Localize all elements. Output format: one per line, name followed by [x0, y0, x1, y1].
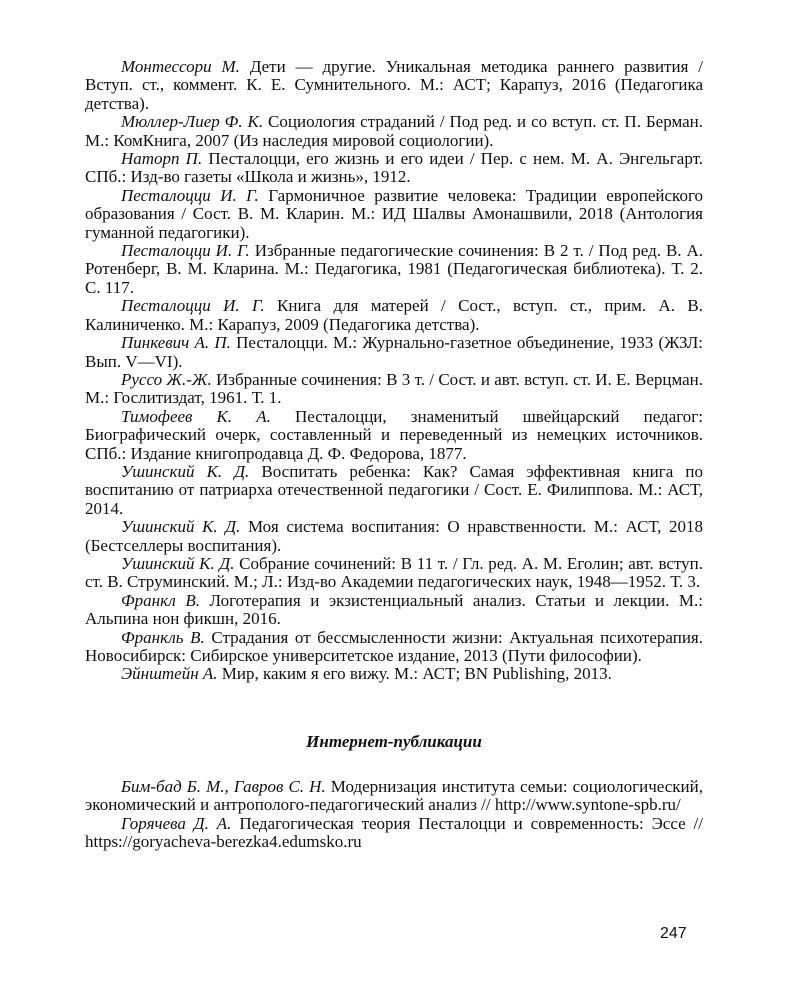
reference-text: Песталоцци, его жизнь и его идеи / Пер. с нем. М. А. Энгельгарт. СПб.: Изд-во газеты «Школа и жизнь», 1912.: [85, 149, 703, 187]
reference-entry: [85, 58, 703, 113]
reference-text: Социология страданий / Под ред. и со вступ. ст. П. Берман. М.: КомКнига, 2007 (Из наследия мировой социологии).: [85, 112, 703, 150]
reference-author: Руссо Ж.-Ж.: [121, 369, 212, 389]
reference-entry: [85, 150, 703, 187]
reference-text: Дети — другие. Уникальная методика раннего развития / Вступ. ст., коммент. К. Е. Сумнительного. М.: АСТ; Карапуз, 2016 (Педагогика детства).: [85, 57, 704, 113]
reference-text: Собрание сочинений: В 11 т. / Гл. ред. А. М. Еголин; авт. вступ. ст. В. Струминский. М.; Л.: Изд-во Академии педагогических наук, 1948—1952. Т. 3.: [85, 553, 703, 592]
reference-text: Педагогическая теория Песталоцци и современность: Эссе // https://goryacheva-berezka4.edumsko.ru: [85, 813, 703, 852]
reference-entry: [85, 592, 703, 629]
reference-entry: [85, 555, 703, 592]
reference-text: Песталоцци, знаменитый швейцарский педагог: Биографический очерк, составленный и переведенный из немецких источников. СПб.: Издание книгопродавца Д. Ф. Федорова, 1877.: [85, 406, 703, 463]
reference-text: Книга для матерей / Сост., вступ. ст., прим. А. В. Калиниченко. М.: Карапуз, 2009 (Педагогика детства).: [85, 296, 704, 334]
reference-entry: [85, 334, 703, 371]
reference-text: Воспитать ребенка: Как? Самая эффективная книга по воспитанию от патриарха отечественной педагогики / Сост. Е. Филиппова. М.: АСТ, 2014.: [85, 461, 703, 518]
reference-entry: [85, 113, 703, 150]
reference-author: Горячева Д. А.: [121, 813, 232, 833]
section-heading: Интернет-публикации: [306, 731, 482, 751]
reference-author: Эйнштейн А.: [121, 664, 218, 684]
reference-text: Избранные педагогические сочинения: В 2 т. / Под ред. В. А. Ротенберг, В. М. Кларина. М.: Педагогика, 1981 (Педагогическая библиотека). Т. 2. С. 117.: [85, 241, 704, 297]
reference-text: Песталоцци. М.: Журнально-газетное объединение, 1933 (ЖЗЛ: Вып. V—VI).: [85, 333, 703, 371]
page-number: 247: [660, 925, 687, 942]
reference-author: Песталоцци И. Г.: [121, 296, 265, 316]
reference-entry: [85, 778, 703, 815]
reference-entry: [85, 187, 703, 242]
reference-author: Монтессори М.: [121, 57, 240, 76]
reference-author: Ушинский К. Д.: [121, 517, 241, 537]
reference-author: Пинкевич А. П.: [121, 333, 231, 353]
reference-author: Ушинский К. Д.: [121, 461, 250, 481]
page-body: [85, 58, 703, 851]
reference-entry: [85, 371, 703, 408]
reference-entry: [85, 463, 703, 518]
reference-author: Ушинский К. Д.: [121, 553, 235, 573]
reference-entry: [85, 242, 703, 297]
reference-entry: [85, 408, 703, 463]
reference-author: Песталоцци И. Г.: [121, 185, 259, 205]
reference-entry: [85, 629, 703, 666]
reference-author: Песталоцци И. Г.: [121, 241, 250, 261]
reference-text: Избранные сочинения: В 3 т. / Сост. и авт. вступ. ст. И. Е. Верцман. М.: Гослитиздат, 1961. Т. 1.: [85, 369, 704, 408]
reference-text: Логотерапия и экзистенциальный анализ. Статьи и лекции. М.: Альпина нон фикшн, 2016.: [85, 590, 703, 629]
reference-author: Франкл В.: [121, 590, 200, 610]
reference-text: Моя система воспитания: О нравственности. М.: АСТ, 2018 (Бестселлеры воспитания).: [85, 517, 703, 555]
reference-author: Мюллер-Лиер Ф. К.: [121, 112, 264, 132]
reference-entry: [85, 815, 703, 852]
internet-publications-list: [85, 778, 703, 852]
bibliography-list: [85, 58, 703, 684]
reference-entry: [85, 518, 703, 555]
reference-text: Гармоничное развитие человека: Традиции европейского образования / Сост. В. М. Кларин. М.: ИД Шалвы Амонашвили, 2018 (Антология гуманной педагогики).: [85, 185, 703, 242]
reference-text: Мир, каким я его вижу. М.: АСТ; BN Publishing, 2013.: [217, 664, 612, 684]
reference-author: Тимофеев К. А.: [121, 406, 271, 426]
reference-text: Модернизация института семьи: социологический, экономический и антрополого-педагогический анализ // http://www.syntone-spb.ru/: [85, 776, 703, 815]
reference-text: Страдания от бессмысленности жизни: Актуальная психотерапия. Новосибирск: Сибирское университетское издание, 2013 (Пути философии).: [85, 627, 703, 665]
reference-author: Франкль В.: [121, 627, 205, 647]
reference-entry: [85, 297, 703, 334]
reference-author: Бим-бад Б. М., Гавров С. Н.: [121, 776, 326, 796]
reference-author: Наторп П.: [121, 149, 203, 169]
reference-entry: [85, 665, 703, 683]
